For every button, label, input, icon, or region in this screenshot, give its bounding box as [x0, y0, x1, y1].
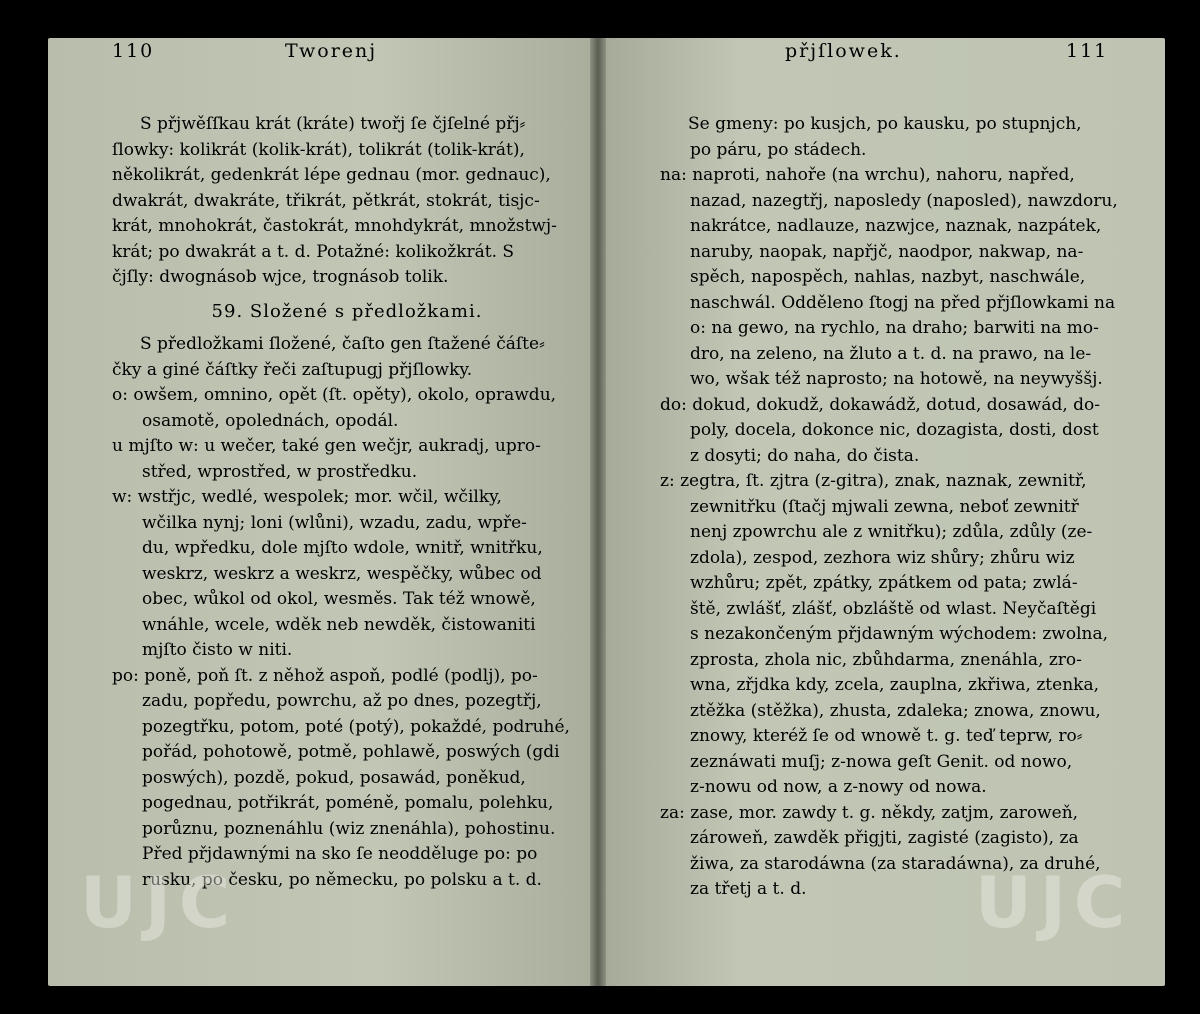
section-heading: 59. Složené s předložkami. [211, 300, 483, 322]
text-line: du, wpředku, dole mjſto wdole, wnitř, wnitřku, [142, 538, 543, 558]
text-line: S předložkami ſložené, čaſto gen ſtažené čáſte⸗ [140, 334, 545, 354]
left-page-number: 110 [112, 40, 155, 62]
text-line: zprosta, zhola nic, zbůhdarma, znenáhla, zro- [690, 649, 1082, 670]
text-line: ſlowky: kolikrát (kolik-krát), tolikrát (tolik-krát), [112, 139, 525, 160]
text-line: S přjwěſſkau krát (kráte) twořj ſe čjſelné přj⸗ [140, 114, 526, 134]
text-line: zároweň, zawděk přigjti, zagisté (zagisto), za [690, 828, 1079, 848]
text-line: o: na gewo, na rychlo, na draho; barwiti na mo- [690, 318, 1099, 338]
text-line: obec, wůkol od okol, wesměs. Tak též wnowě, [142, 589, 536, 609]
text-line: na: naproti, nahoře (na wrchu), nahoru, napřed, [660, 165, 1075, 185]
text-line: o: owšem, omnino, opět (ſt. opěty), okolo, oprawdu, [112, 385, 557, 405]
text-line: z dosyti; do naha, do čista. [690, 445, 920, 466]
text-line: po páru, po stádech. [690, 139, 867, 160]
text-line: wnáhle, wcele, wděk neb newděk, čistowaniti [142, 614, 536, 635]
text-line: weskrz, weskrz a weskrz, wespěčky, wůbec od [142, 563, 542, 584]
text-line: po: poně, poň ſt. z něhož aspoň, podlé (podlj), po- [112, 665, 538, 686]
text-line: wna, zřjdka kdy, zcela, zauplna, zkřiwa, ztenka, [690, 675, 1099, 695]
text-line: rusku, po česku, po německu, po polsku a t. d. [142, 869, 542, 890]
text-line: naschwál. Odděleno ſtogj na před přjſlowkami na [690, 292, 1116, 313]
text-line: w: wstřjc, wedlé, wespolek; mor. wčil, wčilky, [112, 487, 502, 507]
text-line: pořád, pohotowě, potmě, pohlawě, poswých (gdi [142, 742, 560, 762]
text-line: nazad, nazegtřj, naposledy (naposled), nawzdoru, [690, 190, 1118, 211]
text-line: z-nowu od now, a z-nowy od nowa. [690, 777, 987, 797]
text-line: u mjſto w: u wečer, také gen wečjr, aukradj, upro- [112, 436, 541, 456]
text-line: zewnitřku (ſtačj mjwali zewna, neboť zewnitř [690, 496, 1079, 517]
right-running-head: přjſlowek. [785, 40, 902, 62]
text-line: čky a giné čáſtky řeči zaſtupugj přjſlowky. [112, 359, 473, 380]
text-line: z: zegtra, ſt. zjtra (z-gitra), znak, naznak, zewnitř, [660, 471, 1087, 491]
text-line: nenj zpowrchu ale z wnitřku); zdůla, zdůly (ze- [690, 522, 1093, 542]
text-line: spěch, napospěch, nahlas, nazbyt, naschwále, [690, 267, 1086, 287]
left-running-head: Tworenj [285, 40, 378, 62]
text-line: za: zase, mor. zawdy t. g. někdy, zatjm, zaroweň, [660, 802, 1079, 823]
text-line: do: dokud, dokudž, dokawádž, dotud, dosawád, do- [660, 394, 1101, 415]
text-line: poswých), pozdě, pokud, posawád, poněkud, [142, 767, 526, 788]
text-line: žiwa, za starodáwna (za staradáwna), za druhé, [690, 853, 1101, 874]
text-line: střed, wprostřed, w prostředku. [142, 461, 418, 482]
text-line: ště, zwlášť, zlášť, obzláště od wlast. Neyčaſtěgi [690, 598, 1097, 619]
text-line: ztěžka (stěžka), zhusta, zdaleka; znowa, znowu, [690, 700, 1101, 721]
right-page-number: 111 [1066, 40, 1109, 62]
right-body-text [660, 112, 1140, 903]
text-line: Před přjdawnými na sko ſe neoddělugе po: po [142, 844, 538, 864]
text-line: poly, docela, dokonce nic, dozagista, dosti, dost [690, 420, 1099, 440]
text-line: Se gmeny: po kusjch, po kausku, po stupnjch, [688, 114, 1082, 134]
text-line: čjſly: dwognásob wjce, trognásob tolik. [112, 267, 449, 287]
text-line: dro, na zeleno, na žluto a t. d. na prawo, na le- [690, 343, 1092, 364]
text-line: krát, mnohokrát, častokrát, mnohdykrát, množstwj- [112, 216, 557, 236]
text-line: zeznáwati muſj; z-nowa geſt Genit. od nowo, [690, 751, 1073, 772]
text-line: několikrát, gedenkrát lépe gednau (mor. gednauc), [112, 165, 551, 185]
text-line: dwakrát, dwakráte, třikrát, pětkrát, stokrát, tisjc- [112, 190, 540, 211]
text-line: wo, wšak též naprosto; na hotowě, na neywyššj. [690, 369, 1103, 389]
left-body-text [112, 112, 582, 893]
text-line: wzhůru; zpět, zpátky, zpátkem od pata; zwlá- [690, 573, 1078, 593]
text-line: mjſto čisto w niti. [142, 640, 293, 660]
watermark-left: UJC [80, 862, 239, 944]
book-gutter [590, 38, 606, 986]
text-line: zadu, popředu, powrchu, až po dnes, pozegtřj, [142, 691, 542, 711]
text-line: pogednau, potřikrát, poméně, pomalu, polehku, [142, 793, 554, 813]
text-line: pozegtřku, potom, poté (potý), pokaždé, podruhé, [142, 716, 570, 737]
text-line: osamotě, opolednách, opodál. [142, 410, 399, 431]
text-line: nakrátce, nadlauze, nazwjce, naznak, nazpátek, [690, 216, 1102, 236]
text-line: wčilka nynj; loni (wlůni), wzadu, zadu, wpře- [142, 512, 527, 533]
text-line: za třetj a t. d. [690, 879, 807, 899]
watermark-right: UJC [975, 862, 1134, 944]
text-line: zdola), zespod, zezhora wiz shůry; zhůru wiz [690, 547, 1075, 568]
text-line: s nezakončeným přjdawným wýchodem: zwolna, [690, 624, 1109, 644]
text-line: porůznu, poznenáhlu (wiz znenáhla), pohostinu. [142, 818, 556, 839]
text-line: naruby, naopak, napřjč, naodpor, nakwap, na- [690, 241, 1084, 262]
text-line: znowy, kteréž ſe od wnowě t. g. teď teprw, ro⸗ [690, 726, 1083, 746]
text-line: krát; po dwakrát a t. d. Potažné: kolikožkrát. S [112, 241, 515, 262]
